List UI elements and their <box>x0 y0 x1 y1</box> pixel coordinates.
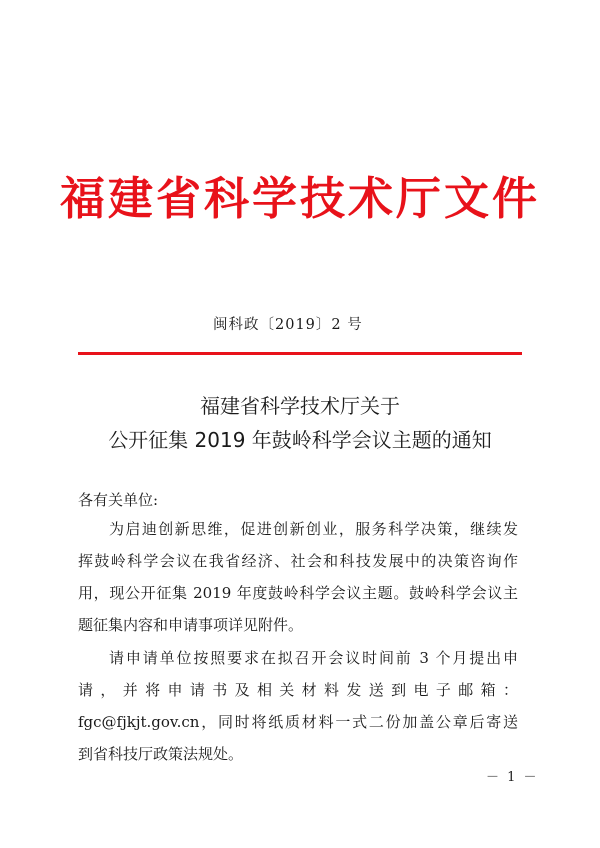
red-divider-line <box>78 352 522 355</box>
paragraph-1-line: 用，现公开征集 2019 年度鼓岭科学会议主题。鼓岭科学会议主 <box>78 584 518 602</box>
paragraph-2-line: 请，并将申请书及相关材料发送到电子邮箱： <box>78 681 518 699</box>
document-number: 闽科政〔2019〕2 号 <box>213 317 363 333</box>
notice-title-line-1: 福建省科学技术厅关于 <box>200 394 400 418</box>
salutation: 各有关单位: <box>78 491 159 509</box>
page-number: － 1 － <box>486 770 539 785</box>
paragraph-2-line: 请申请单位按照要求在拟召开会议时间前 3 个月提出申 <box>109 649 518 667</box>
paragraph-1-line: 题征集内容和申请事项详见附件。 <box>78 616 304 634</box>
paragraph-2-line: 到省科技厅政策法规处。 <box>78 745 244 763</box>
paragraph-1-line: 为启迪创新思维，促进创新创业，服务科学决策，继续发 <box>109 520 518 538</box>
paragraph-2-line: fgc@fjkjt.gov.cn，同时将纸质材料一式二份加盖公章后寄送 <box>78 713 518 731</box>
paragraph-1-line: 挥鼓岭科学会议在我省经济、社会和科技发展中的决策咨询作 <box>78 552 518 570</box>
document-header-title: 福建省科学技术厅文件 <box>60 172 541 225</box>
notice-title-line-2: 公开征集 2019 年鼓岭科学会议主题的通知 <box>108 428 492 452</box>
